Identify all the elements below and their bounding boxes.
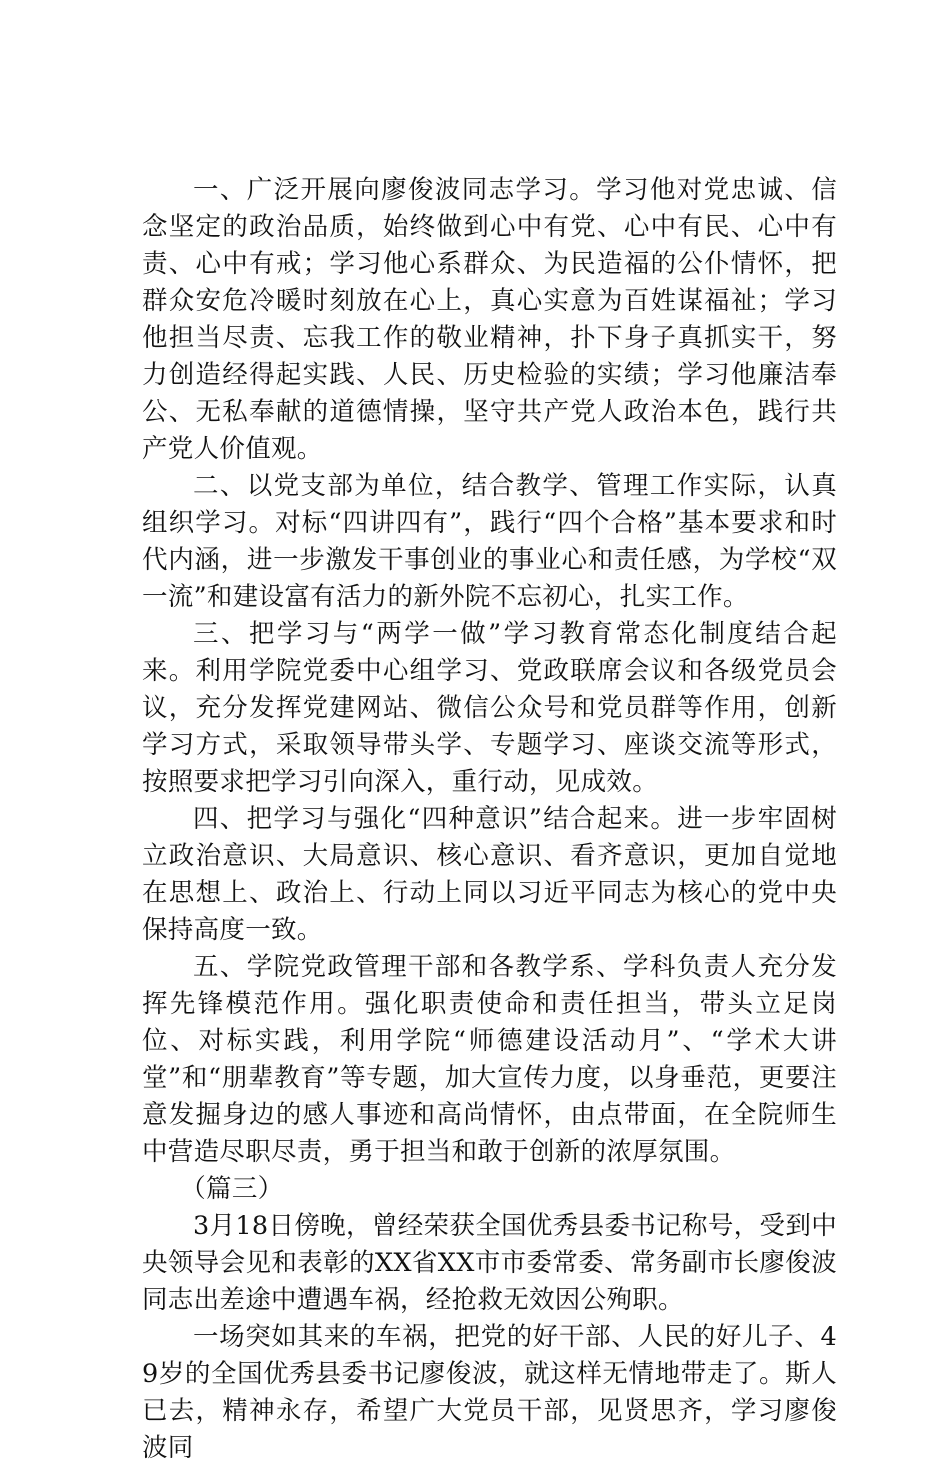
paragraph-5: 五、学院党政管理干部和各教学系、学科负责人充分发挥先锋模范作用。强化职责使命和责任担当，带头立足岗位、对标实践，利用学院“师德建设活动月”、“学术大讲堂”和“朋辈教育”等专题，加大宣传力度，以身垂范，更要注意发掘身边的感人事迹和高尚情怀，由点带面，在全院师生中营造尽职尽责，勇于担当和敢于创新的浓厚氛围。: [142, 952, 837, 1167]
paragraph-2: 二、以党支部为单位，结合教学、管理工作实际，认真组织学习。对标“四讲四有”，践行“四个合格”基本要求和时代内涵，进一步激发干事创业的事业心和责任感，为学校“双一流”和建设富有活力的新外院不忘初心，扎实工作。: [142, 471, 837, 612]
paragraph-1: 一、广泛开展向廖俊波同志学习。学习他对党忠诚、信念坚定的政治品质，始终做到心中有党、心中有民、心中有责、心中有戒；学习他心系群众、为民造福的公仆情怀，把群众安危冷暖时刻放在心上，真心实意为百姓谋福祉；学习他担当尽责、忘我工作的敬业精神，扑下身子真抓实干，努力创造经得起实践、人民、历史检验的实绩；学习他廉洁奉公、无私奉献的道德情操，坚守共产党人政治本色，践行共产党人价值观。: [142, 175, 837, 464]
paragraph-4: 四、把学习与强化“四种意识”结合起来。进一步牢固树立政治意识、大局意识、核心意识、看齐意识，更加自觉地在思想上、政治上、行动上同以习近平同志为核心的党中央保持高度一致。: [142, 804, 837, 945]
paragraph-7: 一场突如其来的车祸，把党的好干部、人民的好儿子、49岁的全国优秀县委书记廖俊波，就这样无情地带走了。斯人已去，精神永存，希望广大党员干部，见贤思齐，学习廖俊波同: [142, 1322, 837, 1463]
paragraph-3: 三、把学习与“两学一做”学习教育常态化制度结合起来。利用学院党委中心组学习、党政联席会议和各级党员会议，充分发挥党建网站、微信公众号和党员群等作用，创新学习方式，采取领导带头学、专题学习、座谈交流等形式，按照要求把学习引向深入，重行动，见成效。: [142, 619, 837, 797]
section-heading: （篇三）: [180, 1174, 284, 1204]
paragraph-6: 3月18日傍晚，曾经荣获全国优秀县委书记称号，受到中央领导会见和表彰的XX省XX市市委常委、常务副市长廖俊波同志出差途中遭遇车祸，经抢救无效因公殉职。: [142, 1211, 837, 1315]
document-body: [142, 172, 837, 1467]
